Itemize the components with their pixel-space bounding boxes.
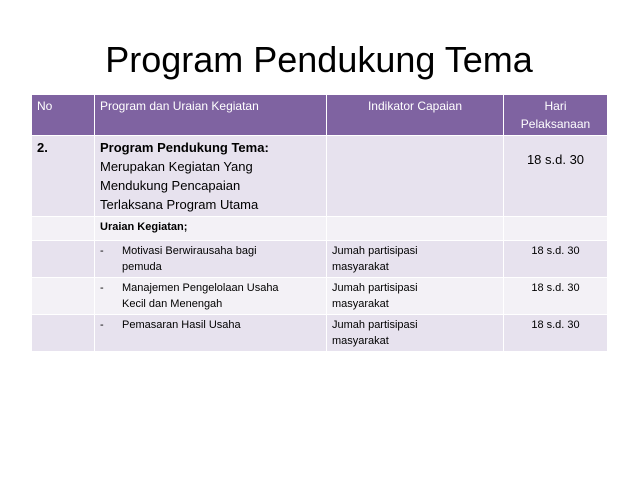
header-hari-line1: Hari — [544, 99, 567, 113]
cell-program-main — [95, 136, 327, 217]
slide-title: Program Pendukung Tema — [105, 39, 533, 80]
program-title: Program Pendukung Tema: — [100, 140, 269, 155]
dash-marker: - — [100, 282, 104, 294]
indikator-line1: Jumah partisipasi — [332, 245, 418, 257]
activity-cell — [95, 315, 327, 352]
indikator-cell — [327, 278, 504, 315]
cell-no: 2. — [32, 136, 95, 217]
uraian-label: Uraian Kegiatan; — [95, 217, 327, 241]
indikator-line1: Jumah partisipasi — [332, 319, 418, 331]
indikator-line2: masyarakat — [332, 335, 389, 347]
table-row — [32, 241, 608, 278]
hari-cell: 18 s.d. 30 — [504, 278, 608, 315]
program-desc-line1: Merupakan Kegiatan Yang — [100, 159, 253, 174]
activity-cell — [95, 278, 327, 315]
activity-line2: Kecil dan Menengah — [122, 298, 223, 310]
indikator-cell — [327, 315, 504, 352]
cell-empty — [32, 315, 95, 352]
hari-cell: 18 s.d. 30 — [504, 241, 608, 278]
header-hari-line2: Pelaksanaan — [520, 117, 591, 131]
activity-line2: pemuda — [122, 261, 162, 273]
cell-indikator-main — [327, 136, 504, 217]
cell-empty — [327, 217, 504, 241]
cell-empty — [504, 217, 608, 241]
hari-cell: 18 s.d. 30 — [504, 315, 608, 352]
table-row — [32, 315, 608, 352]
table-header-row — [32, 95, 608, 136]
program-desc-line2: Mendukung Pencapaian — [100, 178, 241, 193]
activity-line1: Motivasi Berwirausaha bagi — [122, 245, 257, 257]
activity-line1: Pemasaran Hasil Usaha — [122, 319, 241, 331]
dash-marker: - — [100, 245, 104, 257]
header-indikator: Indikator Capaian — [327, 95, 504, 136]
indikator-line2: masyarakat — [332, 261, 389, 273]
table-row-main — [32, 136, 608, 217]
header-program: Program dan Uraian Kegiatan — [95, 95, 327, 136]
program-desc-line3: Terlaksana Program Utama — [100, 197, 259, 212]
indikator-line2: masyarakat — [332, 298, 389, 310]
indikator-line1: Jumah partisipasi — [332, 282, 418, 294]
activity-line1: Manajemen Pengelolaan Usaha — [122, 282, 279, 294]
dash-marker: - — [100, 319, 104, 331]
cell-hari-main: 18 s.d. 30 — [504, 136, 608, 217]
header-no: No — [32, 95, 95, 136]
cell-empty — [32, 241, 95, 278]
cell-empty — [32, 278, 95, 315]
indikator-cell — [327, 241, 504, 278]
activity-cell — [95, 241, 327, 278]
program-table — [31, 94, 608, 352]
table-row — [32, 278, 608, 315]
cell-empty — [32, 217, 95, 241]
header-hari — [504, 95, 608, 136]
table-row-uraian — [32, 217, 608, 241]
